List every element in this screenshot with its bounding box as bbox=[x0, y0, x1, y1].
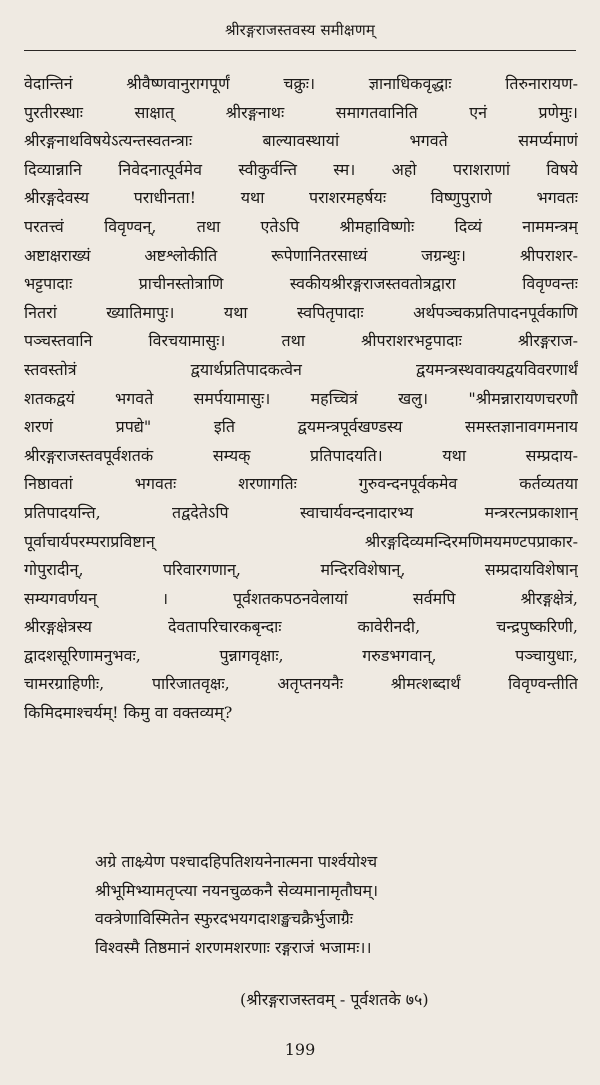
prose-line: श्रीरङ्गराजस्तवपूर्वशतकं सम्यक् प्रतिपादयति। यथा सम्प्रदाय- bbox=[24, 445, 578, 465]
prose-line: शतकद्वयं भगवते समर्पयामासुः। महच्चित्रं खलु। "श्रीमन्नारायणचरणौ bbox=[24, 388, 578, 408]
prose-body bbox=[24, 70, 578, 728]
prose-line: अष्टाक्षराख्यं अष्टश्लोकीति रूपेणानितरसाध्यं जग्रन्थुः। श्रीपराशर- bbox=[24, 245, 578, 265]
prose-line: नितरां ख्यातिमापुः। यथा स्वपितृपादाः अर्थपञ्चकप्रतिपादनपूर्वकाणि bbox=[24, 302, 578, 322]
prose-line: किमिदमाश्चर्यम्! किमु वा वक्तव्यम्? bbox=[24, 703, 233, 723]
prose-line: पञ्चस्तवानि विरचयामासुः। तथा श्रीपराशरभट्टपादाः श्रीरङ्गराज- bbox=[24, 331, 578, 351]
prose-line: वेदान्तिनं श्रीवैष्णवानुरागपूर्णं चक्रुः। ज्ञानाधिकवृद्धाः तिरुनारायण- bbox=[24, 74, 578, 93]
prose-line: परतत्त्वं विवृण्वन्, तथा एतेऽपि श्रीमहाविष्णोः दिव्यं नाममन्त्रम् bbox=[24, 216, 578, 236]
prose-line: सम्यगवर्णयन् । पूर्वशतकपठनवेलायां सर्वमपि श्रीरङ्गक्षेत्रं, bbox=[24, 588, 578, 608]
verse-line: अग्रे ताक्ष्र्येण पश्चादहिपतिशयनेनात्मना पार्श्वयोश्च bbox=[95, 852, 378, 871]
prose-line: भट्टपादाः प्राचीनस्तोत्राणि स्वकीयश्रीरङ्गराजस्तवतोत्रद्वारा विवृण्वन्तः bbox=[24, 274, 578, 294]
prose-line: पुरतीरस्थाः साक्षात् श्रीरङ्गनाथः समागतवानिति एनं प्रणेमुः। bbox=[24, 102, 578, 122]
prose-line: श्रीरङ्गक्षेत्रस्य देवतापरिचारकबृन्दाः कावेरीनदी, चन्द्रपुष्करिणी, bbox=[24, 617, 578, 637]
prose-line: पूर्वाचार्यपरम्पराप्रविष्टान् श्रीरङ्गदिव्यमन्दिरमणिमयमण्टपप्राकार- bbox=[24, 531, 578, 551]
prose-line: चामरग्राहिणीः, पारिजातवृक्षः, अतृप्तनयनैः श्रीमत्शब्दार्थं विवृण्वन्तीति bbox=[24, 674, 578, 694]
prose-line: श्रीरङ्गनाथविषयेऽत्यन्तस्वतन्त्राः बाल्यावस्थायां भगवते समर्प्यमाणं bbox=[24, 131, 578, 151]
prose-line: शरणं प्रपद्ये" इति द्वयमन्त्रपूर्वखण्डस्य समस्तज्ञानावगमनाय bbox=[24, 417, 578, 437]
prose-line: श्रीरङ्गदेवस्य पराधीनता! यथा पराशरमहर्षयः विष्णुपुराणे भगवतः bbox=[24, 188, 578, 208]
prose-line: द्वादशसूरिणामनुभवः, पुन्नागवृक्षाः, गरुडभगवान्, पञ्चायुधाः, bbox=[24, 645, 578, 665]
header-rule bbox=[24, 50, 576, 51]
page-number: 199 bbox=[284, 1040, 316, 1059]
running-header: श्रीरङ्गराजस्तवस्य समीक्षणम् bbox=[224, 21, 376, 39]
verse-line: वक्त्रेणाविस्मितेन स्फुरदभयगदाशङ्खचक्रैर्भुजाग्रैः bbox=[95, 909, 353, 929]
verse-line: विश्वस्मै तिष्ठमानं शरणमशरणाः रङ्गराजं भजामः।। bbox=[95, 937, 372, 957]
prose-line: दिव्यान्नानि निवेदनात्पूर्वमेव स्वीकुर्वन्ति स्म। अहो पराशराणां विषये bbox=[24, 159, 578, 179]
prose-line: निष्ठावतां भगवतः शरणागतिः गुरुवन्दनपूर्वकमेव कर्तव्यतया bbox=[24, 474, 578, 494]
prose-line: प्रतिपादयन्ति, तद्वदेतेऽपि स्वाचार्यवन्दनादारभ्य मन्त्ररत्नप्रकाशान् bbox=[24, 502, 578, 522]
verse-line: श्रीभूमिभ्यामतृप्त्या नयनचुळकनै सेव्यमानामृतौघम्। bbox=[95, 880, 379, 900]
verse-block bbox=[95, 848, 570, 962]
prose-line: गोपुरादीन्, परिवारगणान्, मन्दिरविशेषान्, सम्प्रदायविशेषान् bbox=[24, 560, 578, 580]
prose-line: स्तवस्तोत्रं द्वयार्थप्रतिपादकत्वेन द्वयमन्त्रस्थवाक्यद्वयविवरणार्थं bbox=[24, 359, 578, 379]
verse-citation: (श्रीरङ्गराजस्तवम् - पूर्वशतके ७५) bbox=[240, 990, 429, 1009]
